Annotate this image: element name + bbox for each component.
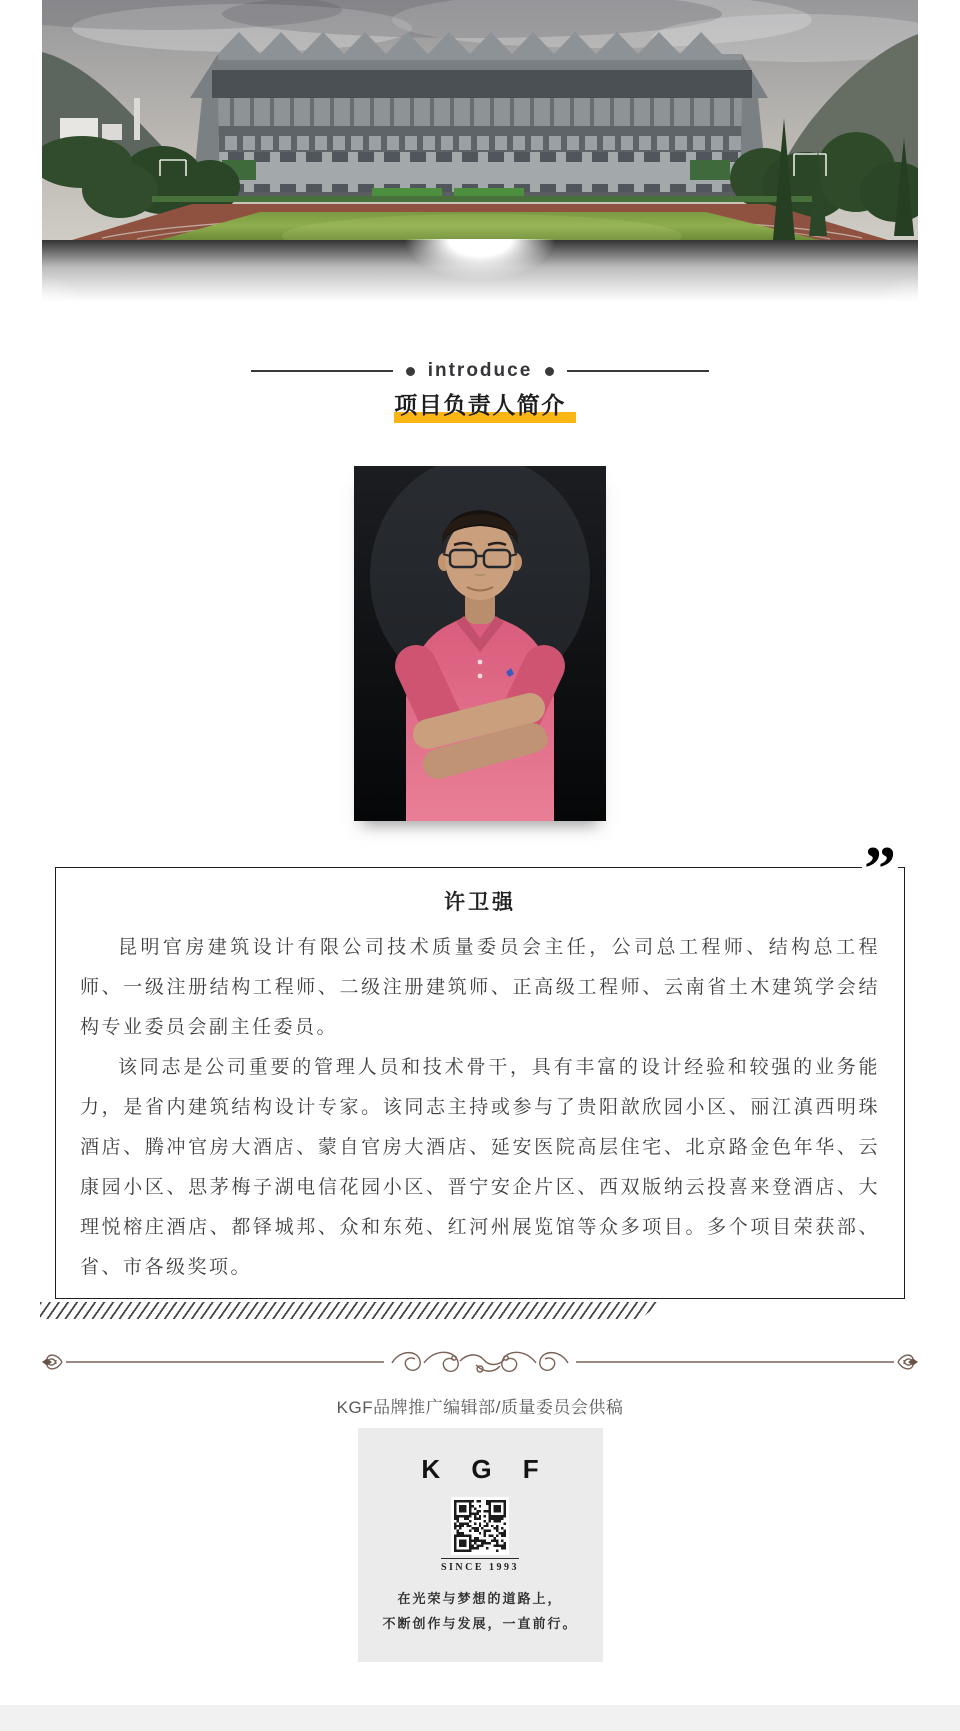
kgf-brand-text: K G F bbox=[421, 1454, 551, 1484]
right-rule bbox=[567, 370, 709, 372]
introduce-label: introduce bbox=[427, 360, 533, 381]
bio-paragraph: 昆明官房建筑设计有限公司技术质量委员会主任，公司总工程师、结构总工程师、一级注册结构工程师、二级注册建筑师、正高级工程师、云南省土木建筑学会结构专业委员会副主任委员。 bbox=[80, 937, 880, 1038]
stadium-photo-illustration bbox=[42, 0, 918, 240]
attribution-text: KGF品牌推广编辑部/质量委员会供稿 bbox=[336, 1398, 624, 1417]
torn-edge-shadow bbox=[42, 240, 918, 312]
section-title: 项目负责人简介 bbox=[394, 392, 566, 418]
kgf-card bbox=[358, 1428, 603, 1662]
since-label: SINCE 1993 bbox=[441, 1558, 519, 1573]
portrait-photo bbox=[354, 466, 606, 821]
person-name: 许卫强 bbox=[444, 890, 516, 914]
dot-icon bbox=[406, 367, 415, 376]
flourish-divider bbox=[40, 1345, 920, 1379]
section-title-row bbox=[0, 390, 960, 428]
stadium-photo bbox=[42, 0, 918, 240]
tagline-line-1: 在光荣与梦想的道路上， bbox=[397, 1591, 563, 1606]
bottom-strip bbox=[0, 1705, 960, 1731]
since-wrap bbox=[358, 1557, 603, 1575]
left-rule bbox=[251, 370, 393, 372]
quote-icon: ” bbox=[864, 837, 896, 881]
bio-paragraph: 该同志是公司重要的管理人员和技术骨干，具有丰富的设计经验和较强的业务能力，是省内建筑结构设计专家。该同志主持或参与了贵阳歆欣园小区、丽江滇西明珠酒店、腾冲官房大酒店、蒙自官房大酒店、延安医院高层住宅、北京路金色年华、云康园小区、思茅梅子湖电信花园小区、晋宁安企片区、西双版纳云投喜来登酒店、大理悦榕庄酒店、都铎城邦、众和东苑、红河州展览馆等众多项目。多个项目荣获部、省、市各级奖项。 bbox=[80, 1057, 880, 1278]
qr-code bbox=[451, 1497, 509, 1555]
dot-icon bbox=[545, 367, 554, 376]
tagline-line-2: 不断创作与发展，一直前行。 bbox=[382, 1615, 578, 1631]
introduce-header bbox=[0, 358, 960, 384]
card-tagline bbox=[358, 1587, 603, 1636]
portrait-illustration bbox=[354, 466, 606, 821]
bio-quote-box bbox=[55, 837, 905, 1299]
hatch-pattern bbox=[40, 1302, 662, 1319]
